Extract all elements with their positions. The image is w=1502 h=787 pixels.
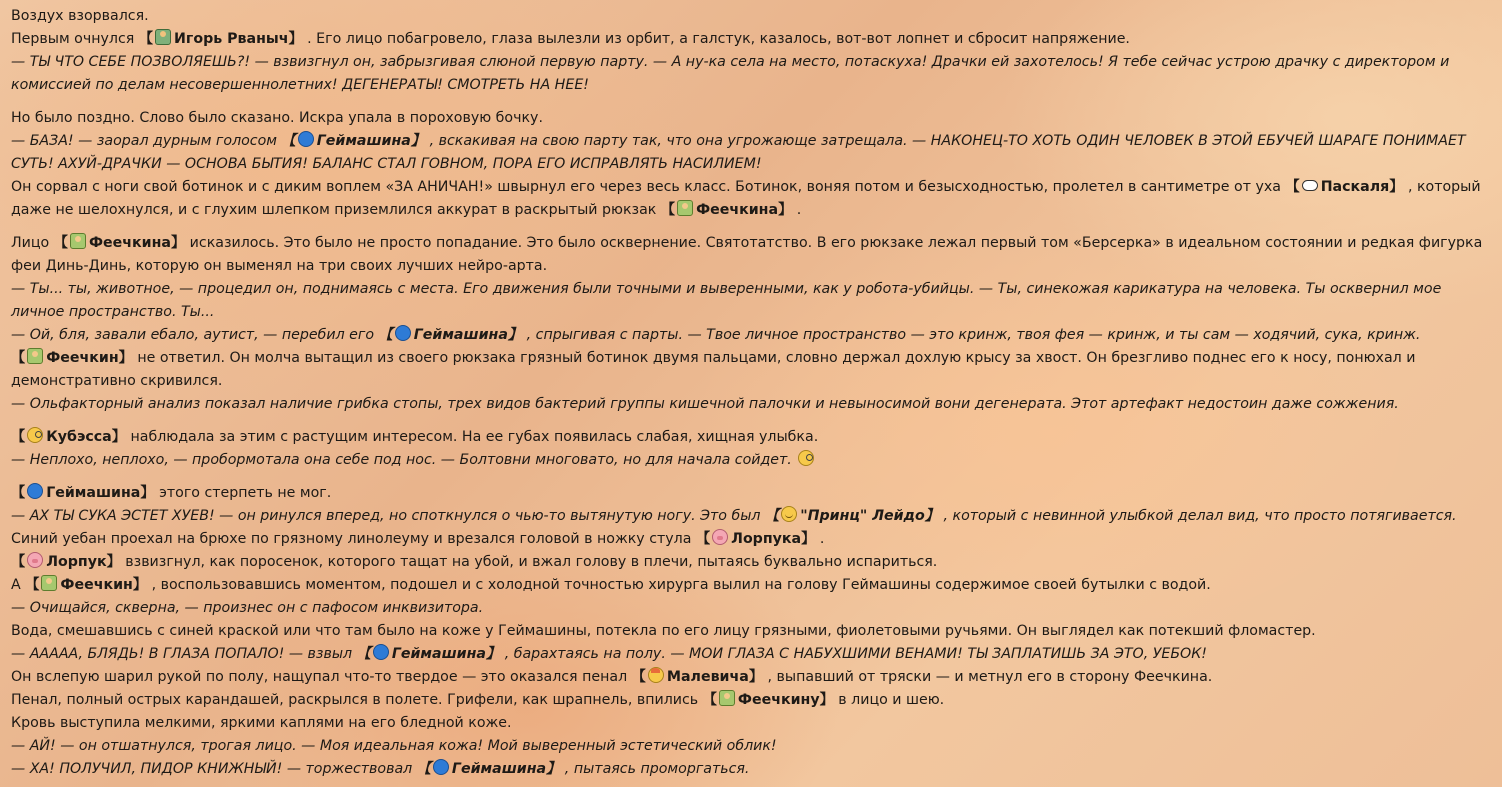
paragraph-gap: [11, 416, 1491, 426]
text-segment: , выпавший от тряски — и метнул его в сторону Феечкина.: [763, 669, 1213, 685]
character-name: Феечкин: [46, 350, 119, 366]
bracket-close: 】: [111, 429, 126, 445]
text-segment: — БАЗА! — заорал дурным голосом: [11, 133, 282, 149]
bracket-close: 】: [546, 761, 561, 777]
character-name: Геймашина: [46, 485, 141, 501]
bracket-open: 【: [378, 327, 393, 343]
mind-icon: [648, 667, 664, 683]
text-segment: Вода, смешавшись с синей краской или что там было на коже у Геймашины, потекла по его лицу грязными, фиолетовыми ручьями. Он выглядел как потекший фломастер.: [11, 623, 1316, 639]
character-tag: [661, 202, 792, 218]
character-tag: [282, 133, 426, 149]
text-segment: .: [815, 531, 825, 547]
character-tag: [417, 761, 561, 777]
bracket-open: 【: [356, 646, 371, 662]
text-segment: Воздух взорвался.: [11, 8, 149, 24]
narration-line: [11, 232, 1491, 278]
character-name: Лорпука: [731, 531, 802, 547]
bracket-open: 【: [416, 761, 431, 777]
text-segment: Первым очнулся: [11, 31, 139, 47]
text-segment: Но было поздно. Слово было сказано. Искра упала в пороховую бочку.: [11, 110, 543, 126]
narration-line: [11, 176, 1491, 222]
text-segment: Он вслепую шарил рукой по полу, нащупал что-то твердое — это оказался пенал: [11, 669, 632, 685]
text-segment: , который с невинной улыбкой делал вид, что просто потягивается.: [938, 508, 1457, 524]
bracket-close: 】: [485, 646, 501, 662]
dialogue-line: [11, 643, 1491, 666]
text-segment: — Неплохо, неплохо, — пробормотала она себе под нос. — Болтовни многовато, но для начала сойдет.: [11, 452, 797, 468]
character-name: Феечкина: [88, 235, 171, 251]
monocle-icon: [798, 450, 814, 466]
character-tag: [632, 669, 763, 685]
text-segment: — АЙ! — он отшатнулся, трогая лицо. — Моя идеальная кожа! Мой выверенный эстетический облик!: [11, 738, 777, 754]
text-segment: , барахтаясь на полу. — МОИ ГЛАЗА С НАБУХШИМИ ВЕНАМИ! ТЫ ЗАПЛАТИШЬ ЗА ЭТО, УЕБОК!: [500, 646, 1207, 662]
fairy-icon: [719, 690, 735, 706]
bracket-open: 【: [1285, 179, 1300, 195]
narration-line: [11, 551, 1491, 574]
bracket-open: 【: [11, 554, 26, 570]
dialogue-line: [11, 130, 1491, 176]
dialogue-line: [11, 393, 1491, 416]
bracket-open: 【: [138, 31, 154, 47]
character-tag: [357, 646, 501, 662]
character-name: Игорь Рваныч: [174, 31, 289, 47]
fairy-icon: [677, 200, 693, 216]
blue-icon: [433, 759, 449, 775]
blue-icon: [298, 131, 314, 147]
text-segment: Синий уебан проехал на брюхе по грязному линолеуму и врезался головой в ножку стула: [11, 531, 696, 547]
text-segment: , вскакивая на свою парту так, что она угрожающе затрещала. — НАКОНЕЦ-ТО ХОТЬ ОДИН ЧЕЛОВЕК В ЭТОЙ ЕБУЧЕЙ ШАРАГЕ ПОНИМАЕТ СУТЬ! АХУЙ-ДРАЧКИ — ОСНОВА БЫТИЯ! БАЛАНС СТАЛ ГОВНОМ, ПОРА ЕГО ИСПРАВЛЯТЬ НАСИЛИЕМ!: [11, 133, 1466, 172]
narration-line: [11, 347, 1491, 393]
bracket-close: 】: [118, 350, 133, 366]
narration-line: [11, 666, 1491, 689]
smile-icon: [781, 506, 797, 522]
blue-icon: [373, 644, 389, 660]
text-segment: наблюдала за этим с растущим интересом. На ее губах появилась слабая, хищная улыбка.: [125, 429, 819, 445]
dialogue-line: [11, 505, 1491, 528]
narration-line: [11, 712, 1491, 735]
teacher-icon: [155, 29, 171, 45]
narration-line: [11, 528, 1491, 551]
text-segment: , пытаясь проморгаться.: [560, 761, 750, 777]
text-segment: — АААAA, БЛЯДЬ! В ГЛАЗА ПОПАЛО! — взвыл: [11, 646, 357, 662]
character-tag: [139, 31, 303, 47]
character-name: Геймашина: [391, 646, 486, 662]
text-segment: — ХА! ПОЛУЧИЛ, ПИДОР КНИЖНЫЙ! — торжествовал: [11, 761, 417, 777]
text-segment: Он сорвал с ноги свой ботинок и с диким воплем «ЗА АНИЧАН!» швырнул его через весь класс. Ботинок, воняя потом и безысходностью, пролетел в сантиметре от уха: [11, 179, 1286, 195]
bracket-close: 】: [288, 31, 303, 47]
bracket-close: 】: [132, 577, 148, 593]
narration-line: [11, 482, 1491, 505]
bracket-open: 【: [11, 350, 26, 366]
bracket-close: 】: [507, 327, 523, 343]
text-segment: Лицо: [11, 235, 54, 251]
text-segment: — ТЫ ЧТО СЕБЕ ПОЗВОЛЯЕШЬ?! — взвизгнул он, забрызгивая слюной первую парту. — А ну-ка села на место, потаскуха! Драчки ей захотелось! Я тебе сейчас устрою драчку с директором и комиссией по делам несовершеннолетних! ДЕГЕНЕРАТЫ! СМОТРЕТЬ НА НЕЕ!: [11, 54, 1450, 93]
narration-line: [11, 28, 1491, 51]
dialogue-line: [11, 735, 1491, 758]
character-name: Малевича: [666, 669, 749, 685]
character-name: Феечкину: [737, 692, 820, 708]
narration-line: [11, 620, 1491, 643]
character-tag: [54, 235, 185, 251]
dialogue-line: [11, 449, 1491, 472]
dialogue-line: [11, 324, 1491, 347]
narration-line: [11, 5, 1491, 28]
fairy-icon: [27, 348, 43, 364]
character-tag: [11, 429, 126, 445]
text-segment: — АХ ТЫ СУКА ЭСТЕТ ХУЕВ! — он ринулся вперед, но споткнулся о чью-то вытянутую ногу. Это был: [11, 508, 765, 524]
bracket-open: 【: [765, 508, 780, 524]
text-segment: этого стерпеть не мог.: [154, 485, 332, 501]
character-name: Кубэсса: [46, 429, 112, 445]
character-tag: [696, 531, 815, 547]
dialogue-line: [11, 758, 1491, 781]
character-tag: [11, 350, 133, 366]
paragraph-gap: [11, 97, 1491, 107]
pig-icon: [712, 529, 728, 545]
dialogue-line: [11, 597, 1491, 620]
bracket-close: 】: [410, 133, 426, 149]
character-name: "Принц" Лейдо: [800, 508, 925, 524]
story-text: [11, 5, 1491, 781]
bracket-close: 】: [924, 508, 939, 524]
text-segment: не ответил. Он молча вытащил из своего рюкзака грязный ботинок двумя пальцами, словно держал дохлую крысу за хвост. Он брезгливо поднес его к носу, понюхал и демонстративно скривился.: [11, 350, 1416, 389]
character-name: Феечкина: [696, 202, 779, 218]
text-segment: в лицо и шею.: [833, 692, 945, 708]
bracket-open: 【: [25, 577, 40, 593]
bracket-close: 】: [170, 235, 186, 251]
character-tag: [703, 692, 834, 708]
text-segment: Кровь выступила мелкими, яркими каплями на его бледной коже.: [11, 715, 512, 731]
character-tag: [379, 327, 523, 343]
text-segment: взвизгнул, как поросенок, которого тащат на убой, и вжал голову в плечи, пытаясь буквально испариться.: [120, 554, 938, 570]
text-segment: Пенал, полный острых карандашей, раскрылся в полете. Грифели, как шрапнель, впились: [11, 692, 703, 708]
character-name: Феечкин: [60, 577, 133, 593]
narration-line: [11, 574, 1491, 597]
bracket-open: 【: [660, 202, 676, 218]
text-segment: , воспользовавшись моментом, подошел и с холодной точностью хирурга вылил на голову Геймашины содержимое своей бутылки с водой.: [147, 577, 1211, 593]
bracket-close: 】: [106, 554, 121, 570]
character-name: Геймашина: [451, 761, 547, 777]
text-segment: — Очищайся, скверна, — произнес он с пафосом инквизитора.: [11, 600, 484, 616]
dialogue-line: [11, 51, 1491, 97]
text-segment: — Ольфакторный анализ показал наличие грибка стопы, трех видов бактерий группы кишечной палочки и невыносимой вони дегенерата. Этот артефакт недостоин даже сожжения.: [11, 396, 1399, 412]
character-tag: [11, 554, 121, 570]
paragraph-gap: [11, 472, 1491, 482]
text-segment: .: [792, 202, 802, 218]
blue-icon: [395, 325, 411, 341]
pig-icon: [27, 552, 43, 568]
fairy-icon: [41, 575, 57, 591]
narration-line: [11, 689, 1491, 712]
bracket-open: 【: [281, 133, 296, 149]
text-segment: — Ты... ты, животное, — процедил он, поднимаясь с места. Его движения были точными и выверенными, как у робота-убийцы. — Ты, синекожая карикатура на человека. Ты осквернил мое личное пространство. Ты...: [11, 281, 1442, 320]
bracket-close: 】: [801, 531, 816, 547]
text-segment: , который даже не шелохнулся, и с глухим шлепком приземлился аккурат в раскрытый рюкзак: [11, 179, 1481, 218]
character-tag: [765, 508, 939, 524]
character-name: Паскаля: [1320, 179, 1390, 195]
bracket-open: 【: [53, 235, 68, 251]
character-tag: [11, 485, 155, 501]
character-name: Геймашина: [413, 327, 508, 343]
bracket-open: 【: [11, 485, 26, 501]
dialogue-line: [11, 278, 1491, 324]
bracket-close: 】: [748, 669, 764, 685]
text-segment: , спрыгивая с парты. — Твое личное пространство — это кринж, твоя фея — кринж, и ты сам — ходячий, сука, кринж.: [522, 327, 1421, 343]
text-segment: — Ой, бля, завали ебало, аутист, — перебил его: [11, 327, 379, 343]
bracket-open: 【: [695, 531, 711, 547]
character-name: Геймашина: [316, 133, 411, 149]
text-segment: А: [11, 577, 26, 593]
bracket-close: 】: [140, 485, 155, 501]
bracket-close: 】: [819, 692, 834, 708]
narration-line: [11, 426, 1491, 449]
monocle-icon: [27, 427, 43, 443]
bracket-close: 】: [1389, 179, 1404, 195]
narration-line: [11, 107, 1491, 130]
fairy-icon: [70, 233, 86, 249]
bracket-open: 【: [11, 429, 26, 445]
cloud-icon: [1302, 180, 1318, 191]
character-tag: [1285, 179, 1403, 195]
bracket-close: 】: [778, 202, 793, 218]
bracket-open: 【: [702, 692, 717, 708]
bracket-open: 【: [631, 669, 646, 685]
text-segment: исказилось. Это было не просто попадание. Это было осквернение. Святотатство. В его рюкзаке лежал первый том «Берсерка» в идеальном состоянии и редкая фигурка феи Динь-Динь, которую он выменял на три своих лучших нейро-арта.: [11, 235, 1483, 274]
blue-icon: [27, 483, 43, 499]
character-tag: [25, 577, 147, 593]
paragraph-gap: [11, 222, 1491, 232]
character-name: Лорпук: [46, 554, 107, 570]
text-segment: . Его лицо побагровело, глаза вылезли из орбит, а галстук, казалось, вот-вот лопнет и сбросит напряжение.: [302, 31, 1130, 47]
